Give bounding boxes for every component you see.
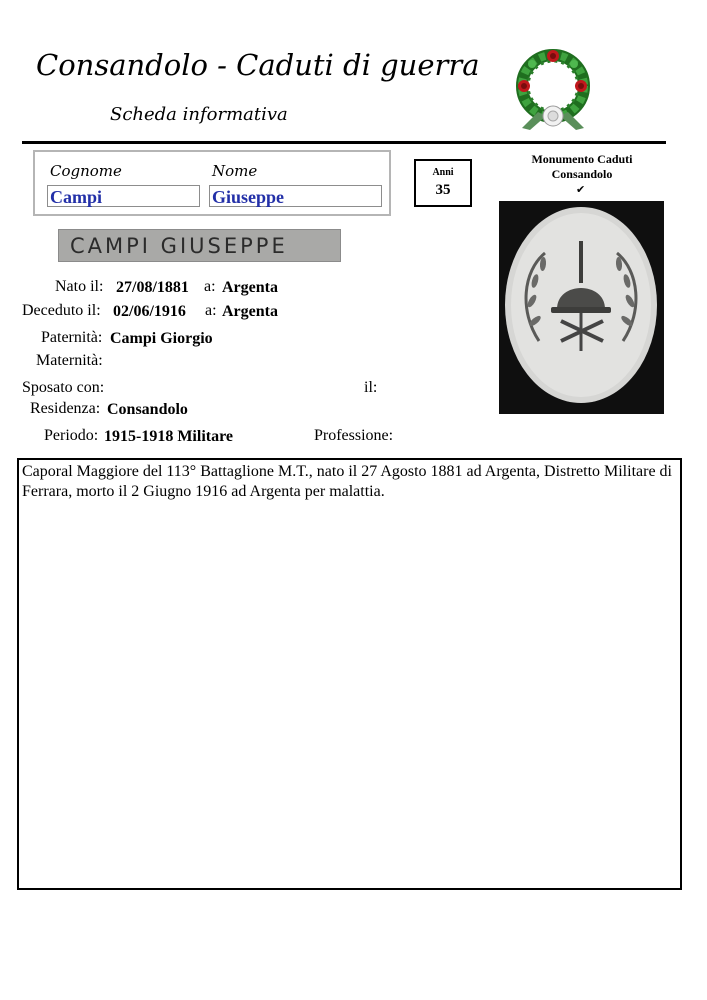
- deceduto-label: Deceduto il:: [22, 302, 101, 319]
- monument-title-line2: Consandolo: [551, 167, 613, 181]
- header-divider: [22, 141, 666, 144]
- nato-label: Nato il:: [55, 278, 104, 295]
- notes-box[interactable]: [17, 458, 682, 890]
- periodo-label: Periodo:: [44, 427, 99, 444]
- residenza-label: Residenza:: [30, 400, 101, 417]
- cognome-field[interactable]: Campi: [47, 185, 200, 207]
- page-title: Consandolo - Caduti di guerra: [36, 48, 480, 82]
- paternita-label: Paternità:: [41, 329, 103, 346]
- cognome-label: Cognome: [50, 162, 122, 180]
- notes-text: Caporal Maggiore del 113° Battaglione M.T., nato il 27 Agosto 1881 ad Argenta, Distretto Militare di Ferrara, morto il 2 Giugno 1916 ad Argenta per malattia.: [22, 463, 672, 500]
- deceduto-place-label: a:: [205, 302, 217, 319]
- wreath-logo: [508, 42, 598, 136]
- engraved-name-text: CAMPI GIUSEPPE: [70, 234, 288, 258]
- professione-label: Professione:: [314, 427, 394, 444]
- nato-place: Argenta: [222, 279, 278, 296]
- age-value: 35: [435, 182, 451, 198]
- nome-field[interactable]: Giuseppe: [209, 185, 382, 207]
- sposato-label: Sposato con:: [22, 379, 105, 396]
- monument-checkbox[interactable]: ✔: [576, 183, 586, 196]
- periodo-value: 1915-1918 Militare: [104, 428, 234, 445]
- monument-title-line1: Monumento Caduti: [531, 152, 633, 166]
- nome-label: Nome: [212, 162, 258, 180]
- maternita-label: Maternità:: [36, 352, 103, 369]
- sposato-date-label: il:: [364, 379, 378, 396]
- residenza-value: Consandolo: [107, 401, 188, 418]
- nato-place-label: a:: [204, 278, 216, 295]
- nato-date: 27/08/1881: [116, 279, 189, 296]
- monument-title: [500, 152, 664, 182]
- monument-photo: [499, 201, 664, 414]
- deceduto-date: 02/06/1916: [113, 303, 186, 320]
- age-box: [414, 159, 472, 207]
- page-subtitle: Scheda informativa: [110, 104, 288, 125]
- age-label: Anni: [432, 167, 454, 178]
- deceduto-place: Argenta: [222, 303, 278, 320]
- paternita-value: Campi Giorgio: [110, 330, 213, 347]
